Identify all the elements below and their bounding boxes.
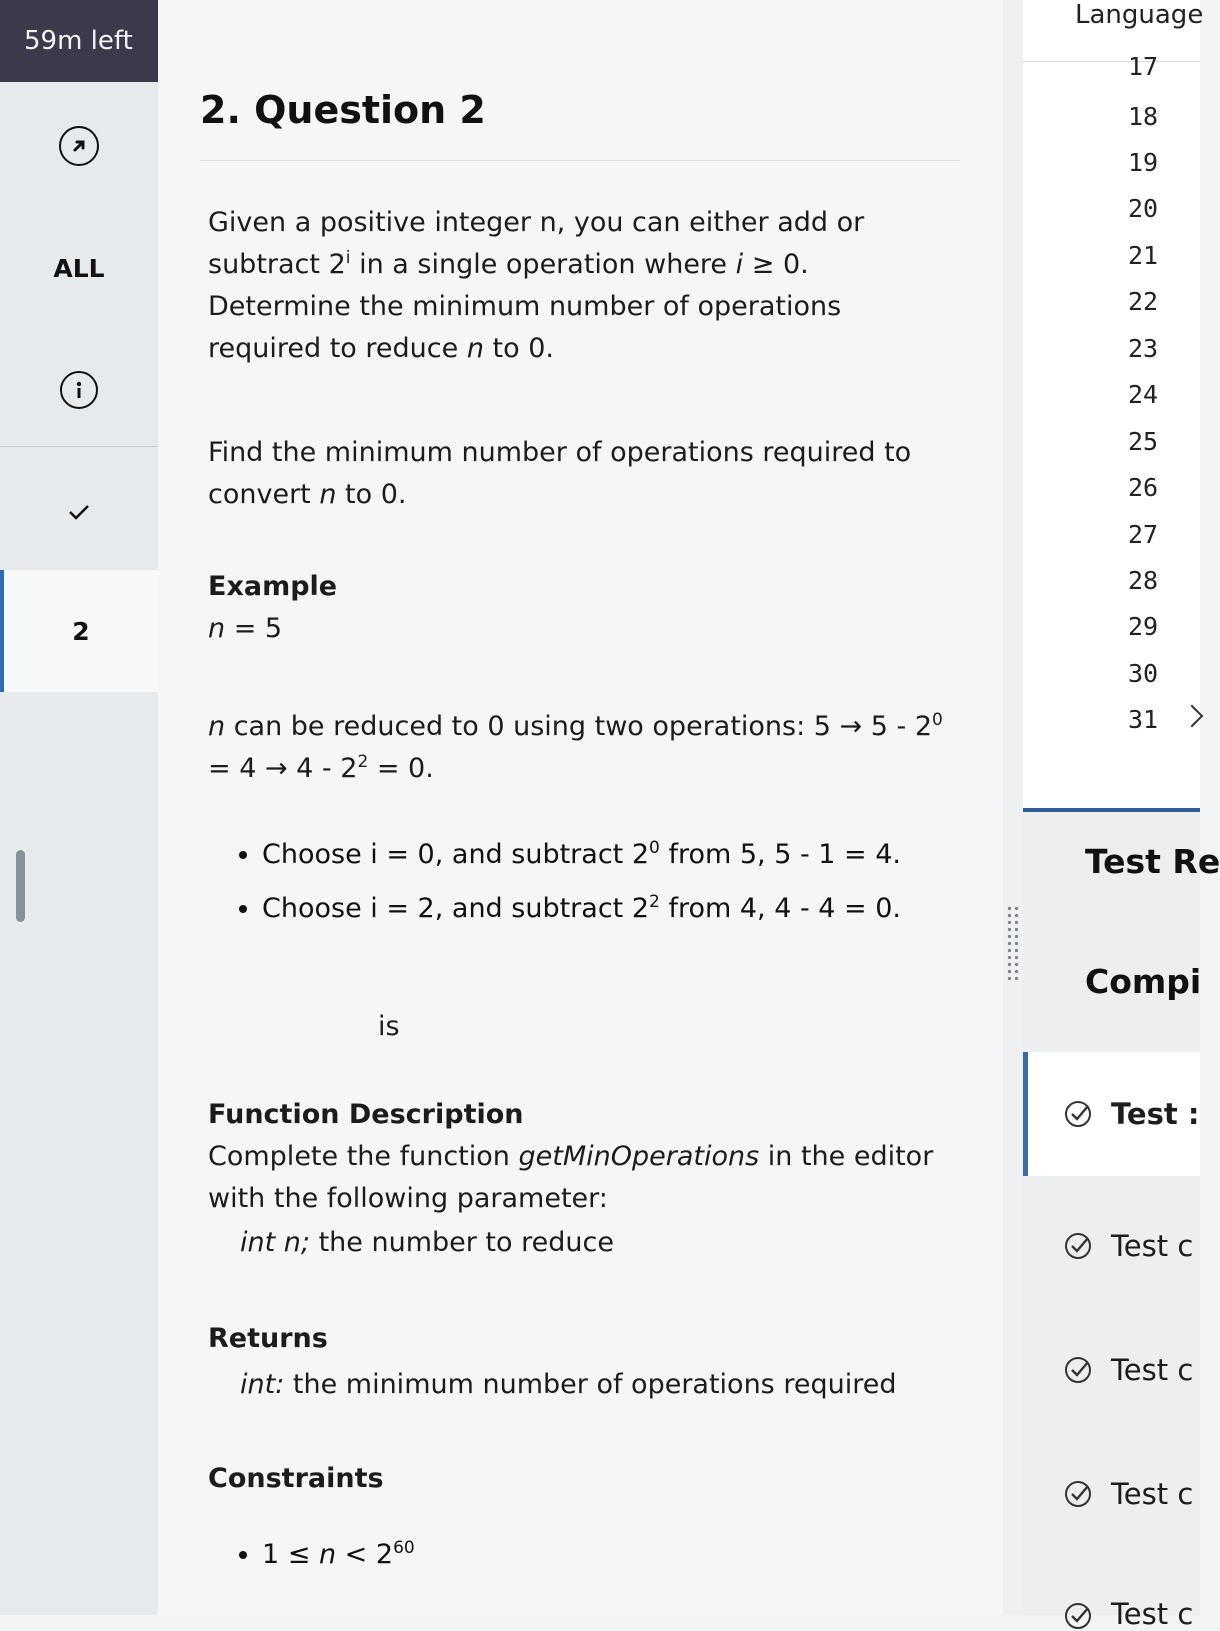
list-item [262,1528,1002,1582]
list-item [262,828,1002,882]
example-section [208,566,953,650]
function-description [208,1094,953,1264]
test-case-label: Test c [1111,1229,1194,1263]
check-circle-icon [1063,1231,1093,1261]
test-case-label: Test : [1111,1097,1200,1131]
step-text: from 4, 4 - 4 = 0. [659,893,902,924]
line-number: 20 [1128,194,1159,223]
test-case-row[interactable] [1023,1320,1200,1420]
question-nav-2[interactable] [0,570,158,692]
open-external-button[interactable] [0,122,158,170]
constraints-heading: Constraints [208,1463,384,1494]
function-text: Complete the function [208,1141,519,1172]
sidebar [0,0,158,1615]
sidebar-scrollbar[interactable] [16,850,25,922]
timer-label: 59m left [24,26,133,56]
variable-n: n [208,613,226,644]
exponent: 60 [393,1538,415,1558]
line-number: 27 [1128,520,1159,549]
task-statement [208,432,953,516]
constraint-text: 1 ≤ [262,1539,319,1570]
exponent: 0 [649,838,660,858]
check-circle-icon [1063,1099,1093,1129]
return-type: int: [240,1369,285,1400]
line-number: 22 [1128,287,1159,316]
task-text: Find the minimum number of operations required to convert [208,437,912,510]
example-heading: Example [208,571,338,602]
variable-n: n [319,479,337,510]
step-text: Choose i = 2, and subtract 2 [262,893,650,924]
list-item [262,882,1002,936]
external-link-icon [59,126,99,166]
returns-section [208,1318,953,1406]
test-case-row[interactable] [1023,1444,1200,1544]
task-text: to 0. [336,479,407,510]
constraint-text: < 2 [336,1539,394,1570]
question-panel [158,0,1003,1615]
test-case-row[interactable] [1023,1568,1200,1631]
param-desc: the number to reduce [310,1227,614,1258]
check-circle-icon [1063,1479,1093,1509]
param-type: int n; [240,1227,310,1258]
exponent: i [345,248,351,268]
example-steps [208,828,1002,936]
line-number: 21 [1128,241,1159,270]
checkmark-icon [67,502,91,522]
question-number: 2 [72,616,90,646]
line-number: 25 [1128,427,1159,456]
returns-heading: Returns [208,1323,328,1354]
constraints-list [208,1528,1002,1582]
function-heading: Function Description [208,1099,524,1130]
compile-title: Compi [1085,962,1202,1001]
test-case-row[interactable] [1023,1052,1200,1176]
exponent: 0 [932,710,943,730]
answered-filter-button[interactable] [0,492,158,532]
function-text: in the editor with the following parameter: [208,1141,934,1214]
function-name: getMinOperations [518,1141,760,1172]
problem-statement [208,202,953,370]
explanation-text: = 0. [368,753,434,784]
test-case-label: Test c [1111,1597,1194,1631]
check-circle-icon [1063,1601,1093,1631]
example-explanation [208,706,953,790]
test-case-label: Test c [1111,1477,1194,1511]
line-number: 23 [1128,334,1159,363]
constraints-section [208,1458,953,1500]
fragment-label: is [378,1011,400,1042]
statement-text: in a single operation where [350,249,736,280]
code-editor[interactable] [1023,0,1200,808]
explanation-text: = 4 → 4 - 2 [208,753,358,784]
statement-text: Given a positive integer n, you can either add or subtract 2 [208,207,865,280]
title-divider [200,160,960,161]
panel-splitter[interactable] [1003,0,1023,1615]
exponent: 2 [357,752,369,772]
line-number: 30 [1128,659,1159,688]
return-desc: the minimum number of operations required [284,1369,897,1400]
question-title: 2. Question 2 [200,88,486,132]
line-number: 26 [1128,473,1159,502]
line-number: 28 [1128,566,1159,595]
statement-text: to 0. [483,333,554,364]
info-button[interactable] [0,366,158,414]
statement-text: ≥ 0. Determine the minimum number of operations required to reduce [208,249,842,364]
exponent: 2 [649,892,660,912]
all-label: ALL [53,253,105,283]
language-bar[interactable] [1023,0,1204,62]
check-circle-icon [1063,1355,1093,1385]
line-number: 17 [1128,52,1159,81]
test-results-title: Test Re [1085,842,1220,881]
test-case-row[interactable] [1023,1196,1200,1296]
step-text: Choose i = 0, and subtract 2 [262,839,650,870]
step-text: from 5, 5 - 1 = 4. [659,839,902,870]
variable-n: n [318,1539,337,1570]
line-number: 18 [1128,102,1159,131]
line-number: 24 [1128,380,1159,409]
variable-n: n [466,333,484,364]
fragment-text [378,1006,478,1048]
drag-handle-icon[interactable] [1006,905,1020,981]
example-value: = 5 [225,613,283,644]
line-number: 29 [1128,612,1159,641]
sidebar-divider [0,446,158,447]
timer [0,0,158,82]
all-questions-button[interactable] [0,244,158,292]
line-number: 19 [1128,148,1159,177]
explanation-text: can be reduced to 0 using two operations: 5 → 5 - 2 [225,711,933,742]
test-case-label: Test c [1111,1353,1194,1387]
line-number: 31 [1128,705,1159,734]
info-icon [60,371,98,409]
variable-i: i [735,249,744,280]
variable-n: n [208,711,226,742]
language-label[interactable]: Language [1075,0,1204,30]
